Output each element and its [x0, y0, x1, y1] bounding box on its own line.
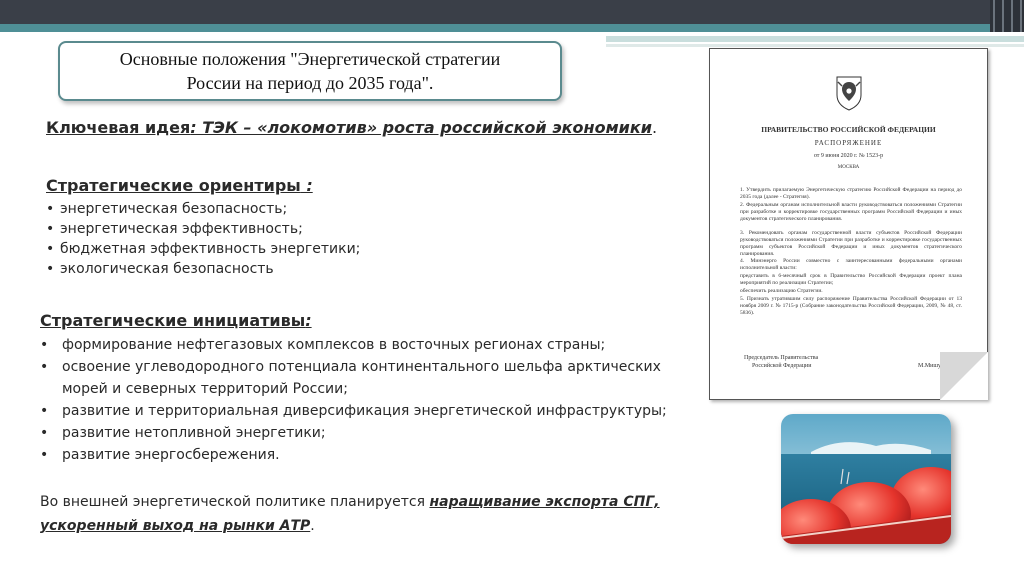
doc-sign-left-2: Российской Федерации	[752, 363, 812, 369]
initiatives-heading-tail: :	[305, 311, 312, 330]
doc-paragraph-1: 1. Утвердить прилагаемую Энергетическую стратегию Российской Федерации на период до 2035 года (далее - Стратегия).	[740, 187, 962, 200]
doc-city: МОСКВА	[837, 165, 860, 170]
coat-of-arms-icon	[834, 73, 864, 111]
lng-tanker-photo	[781, 414, 951, 544]
list-item: • развитие и территориальная диверсификация энергетической инфраструктуры;	[40, 403, 667, 419]
list-item: • освоение углеводородного потенциала континентального шельфа арктических	[40, 359, 661, 375]
doc-sign-right: М.Мишустин	[918, 363, 953, 369]
key-idea-line	[46, 118, 657, 137]
doc-paragraph-4b: обеспечить реализацию Стратегии.	[740, 288, 823, 294]
top-accent-stripe	[0, 24, 1024, 32]
list-item-continuation: морей и северных территорий России;	[62, 381, 348, 397]
initiatives-list	[40, 334, 667, 466]
list-item: • энергетическая эффективность;	[46, 221, 303, 237]
doc-paragraph-5: 5. Признать утратившим силу распоряжение Правительства Российской Федерации от 13 ноября 2009 г. № 1715-р (Собрание законодательства Российской Федерации, 2009, № 48, ст. 5836).	[740, 296, 962, 316]
doc-type: РАСПОРЯЖЕНИЕ	[814, 139, 883, 147]
foreign-policy-paragraph	[40, 490, 700, 538]
key-idea-label: Ключевая идея	[46, 118, 191, 137]
orientirs-list	[46, 199, 360, 279]
doc-sign-left-1: Председатель Правительства	[744, 355, 819, 361]
doc-paragraph-4: 4. Минэнерго России совместно с заинтересованными федеральными органами исполнительной власти:	[740, 258, 962, 271]
foreign-policy-end: .	[310, 518, 315, 534]
list-item: • бюджетная эффективность энергетики;	[46, 241, 361, 257]
slide-title-box	[58, 41, 562, 101]
doc-paragraph-4a: представить в 6-месячный срок в Правительство Российской Федерации проект плана мероприятий по реализации Стратегии;	[740, 273, 962, 286]
orientirs-heading-tail: :	[300, 176, 313, 195]
list-item: • экологическая безопасность	[46, 261, 274, 277]
foreign-policy-emph1: наращивание экспорта СПГ,	[429, 494, 660, 510]
top-light-line	[606, 36, 1024, 42]
doc-paragraph-2: 2. Федеральным органам исполнительной власти руководствоваться положениями Стратегии при разработке и корректировке государственных программ Российской Федерации и иных документов стратегического планирования.	[740, 202, 962, 222]
doc-paragraph-3: 3. Рекомендовать органам государственной власти субъектов Российской Федерации руководствоваться положениями Стратегии при разработке и корректировке государственных программ субъектов Российской Федерации и иных документов стратегического планирования.	[740, 230, 962, 257]
slide-title: Основные положения "Энергетической стратегии России на период до 2035 года".	[119, 49, 501, 93]
top-bar	[0, 0, 1024, 24]
doc-org: ПРАВИТЕЛЬСТВО РОССИЙСКОЙ ФЕДЕРАЦИИ	[761, 125, 936, 134]
foreign-policy-intro: Во внешней энергетической политике планируется	[40, 494, 430, 510]
list-item: • формирование нефтегазовых комплексов в восточных регионах страны;	[40, 337, 606, 353]
corner-stripes	[990, 0, 1024, 32]
top-light-line-thin	[606, 44, 1024, 47]
list-item: • развитие нетопливной энергетики;	[40, 425, 326, 441]
orientirs-heading-line	[46, 176, 313, 195]
doc-date-number: от 9 июня 2020 г. № 1523-р	[813, 153, 884, 159]
key-idea-end: .	[651, 118, 658, 137]
doc-page-curl	[940, 352, 988, 400]
initiatives-heading: Стратегические инициативы	[40, 311, 306, 330]
initiatives-heading-line	[40, 311, 312, 330]
list-item: • энергетическая безопасность;	[46, 201, 288, 217]
decree-document-image	[709, 48, 988, 400]
key-idea-text: : ТЭК – «локомотив» роста российской экономики	[190, 118, 652, 137]
foreign-policy-emph2: ускоренный выход на рынки АТР	[40, 518, 311, 534]
orientirs-heading: Стратегические ориентиры	[46, 176, 301, 195]
list-item: • развитие энергосбережения.	[40, 447, 280, 463]
